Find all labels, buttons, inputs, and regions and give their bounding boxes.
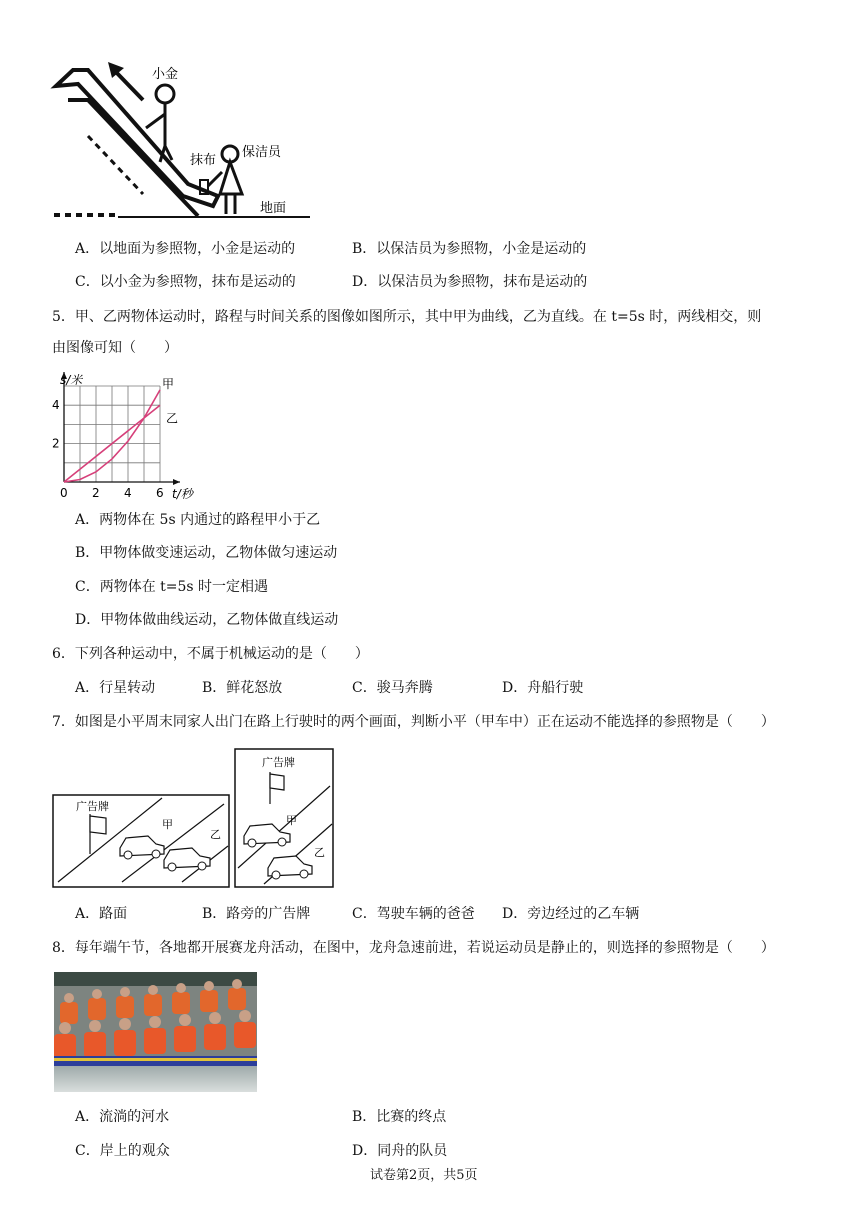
car-jia-label-2: 甲: [286, 814, 297, 827]
q4-option-c[interactable]: C．以小金为参照物，抹布是运动的: [75, 274, 296, 290]
label-xiaojin: 小金: [152, 67, 179, 82]
q5-option-c[interactable]: C．两物体在 t=5s 时一定相遇: [75, 579, 269, 595]
series-label-jia: 甲: [162, 376, 175, 391]
car-yi-label-1: 乙: [210, 828, 221, 841]
q5-option-d[interactable]: D．甲物体做曲线运动，乙物体做直线运动: [75, 612, 339, 628]
q8-option-b[interactable]: B．比赛的终点: [352, 1109, 447, 1125]
q6-option-d[interactable]: D．舟船行驶: [502, 680, 584, 696]
q8-option-a[interactable]: A．流淌的河水: [75, 1109, 170, 1125]
car-jia-label-1: 甲: [162, 818, 173, 831]
q7-option-d[interactable]: D．旁边经过的乙车辆: [502, 906, 640, 922]
q7-option-a[interactable]: A．路面: [75, 906, 128, 922]
q7-option-c[interactable]: C．驾驶车辆的爸爸: [352, 906, 475, 922]
q7-scene-2: [234, 748, 334, 888]
series-label-yi: 乙: [166, 411, 179, 426]
x-tick-label: 0: [60, 486, 68, 500]
q7-scene-1: [52, 794, 230, 888]
q8-option-c[interactable]: C．岸上的观众: [75, 1143, 170, 1159]
x-tick-label: 4: [124, 486, 132, 500]
x-tick-label: 6: [156, 486, 164, 500]
q4-option-b[interactable]: B．以保洁员为参照物，小金是运动的: [352, 241, 587, 257]
q8-option-d[interactable]: D．同舟的队员: [352, 1143, 448, 1159]
y-tick-label: 4: [52, 398, 60, 413]
dragon-boat-photo: [54, 972, 257, 1092]
q4-option-d[interactable]: D．以保洁员为参照物，抹布是运动的: [352, 274, 588, 290]
q5-option-a[interactable]: A．两物体在 5s 内通过的路程甲小于乙: [75, 512, 321, 528]
q6-stem: 6．下列各种运动中，不属于机械运动的是（ ）: [52, 646, 369, 662]
q5-stem-line2: 由图像可知（ ）: [52, 340, 178, 356]
st-chart: [48, 366, 208, 502]
y-axis-label: s/米: [60, 373, 83, 387]
x-tick-label: 2: [92, 486, 100, 500]
y-tick-label: 2: [52, 436, 60, 451]
q7-sign-label-2: 广告牌: [262, 756, 295, 769]
q6-option-c[interactable]: C．骏马奔腾: [352, 680, 433, 696]
label-ground: 地面: [260, 201, 287, 216]
q6-option-a[interactable]: A．行星转动: [75, 680, 156, 696]
car-yi-label-2: 乙: [314, 846, 325, 859]
q5-stem-line1: 5．甲、乙两物体运动时，路程与时间关系的图像如图所示，其中甲为曲线，乙为直线。在 t=5s 时，两线相交，则: [52, 309, 762, 325]
page-footer: 试卷第2页，共5页: [370, 1168, 478, 1183]
q7-sign-label-1: 广告牌: [76, 800, 109, 813]
q6-option-b[interactable]: B．鲜花怒放: [202, 680, 283, 696]
escalator-figure: [48, 56, 318, 226]
q8-stem: 8．每年端午节，各地都开展赛龙舟活动，在图中，龙舟急速前进，若说运动员是静止的，则选择的参照物是（ ）: [52, 940, 775, 956]
label-cloth: 抹布: [190, 153, 217, 168]
label-cleaner: 保洁员: [242, 145, 282, 160]
x-axis-label: t/秒: [172, 487, 193, 501]
q5-option-b[interactable]: B．甲物体做变速运动，乙物体做匀速运动: [75, 545, 338, 561]
x-axis-arrow: [173, 479, 180, 485]
q7-stem: 7．如图是小平周末同家人出门在路上行驶时的两个画面，判断小平（甲车中）正在运动不能选择的参照物是（ ）: [52, 714, 775, 730]
q7-option-b[interactable]: B．路旁的广告牌: [202, 906, 311, 922]
q4-option-a[interactable]: A．以地面为参照物，小金是运动的: [75, 241, 296, 257]
